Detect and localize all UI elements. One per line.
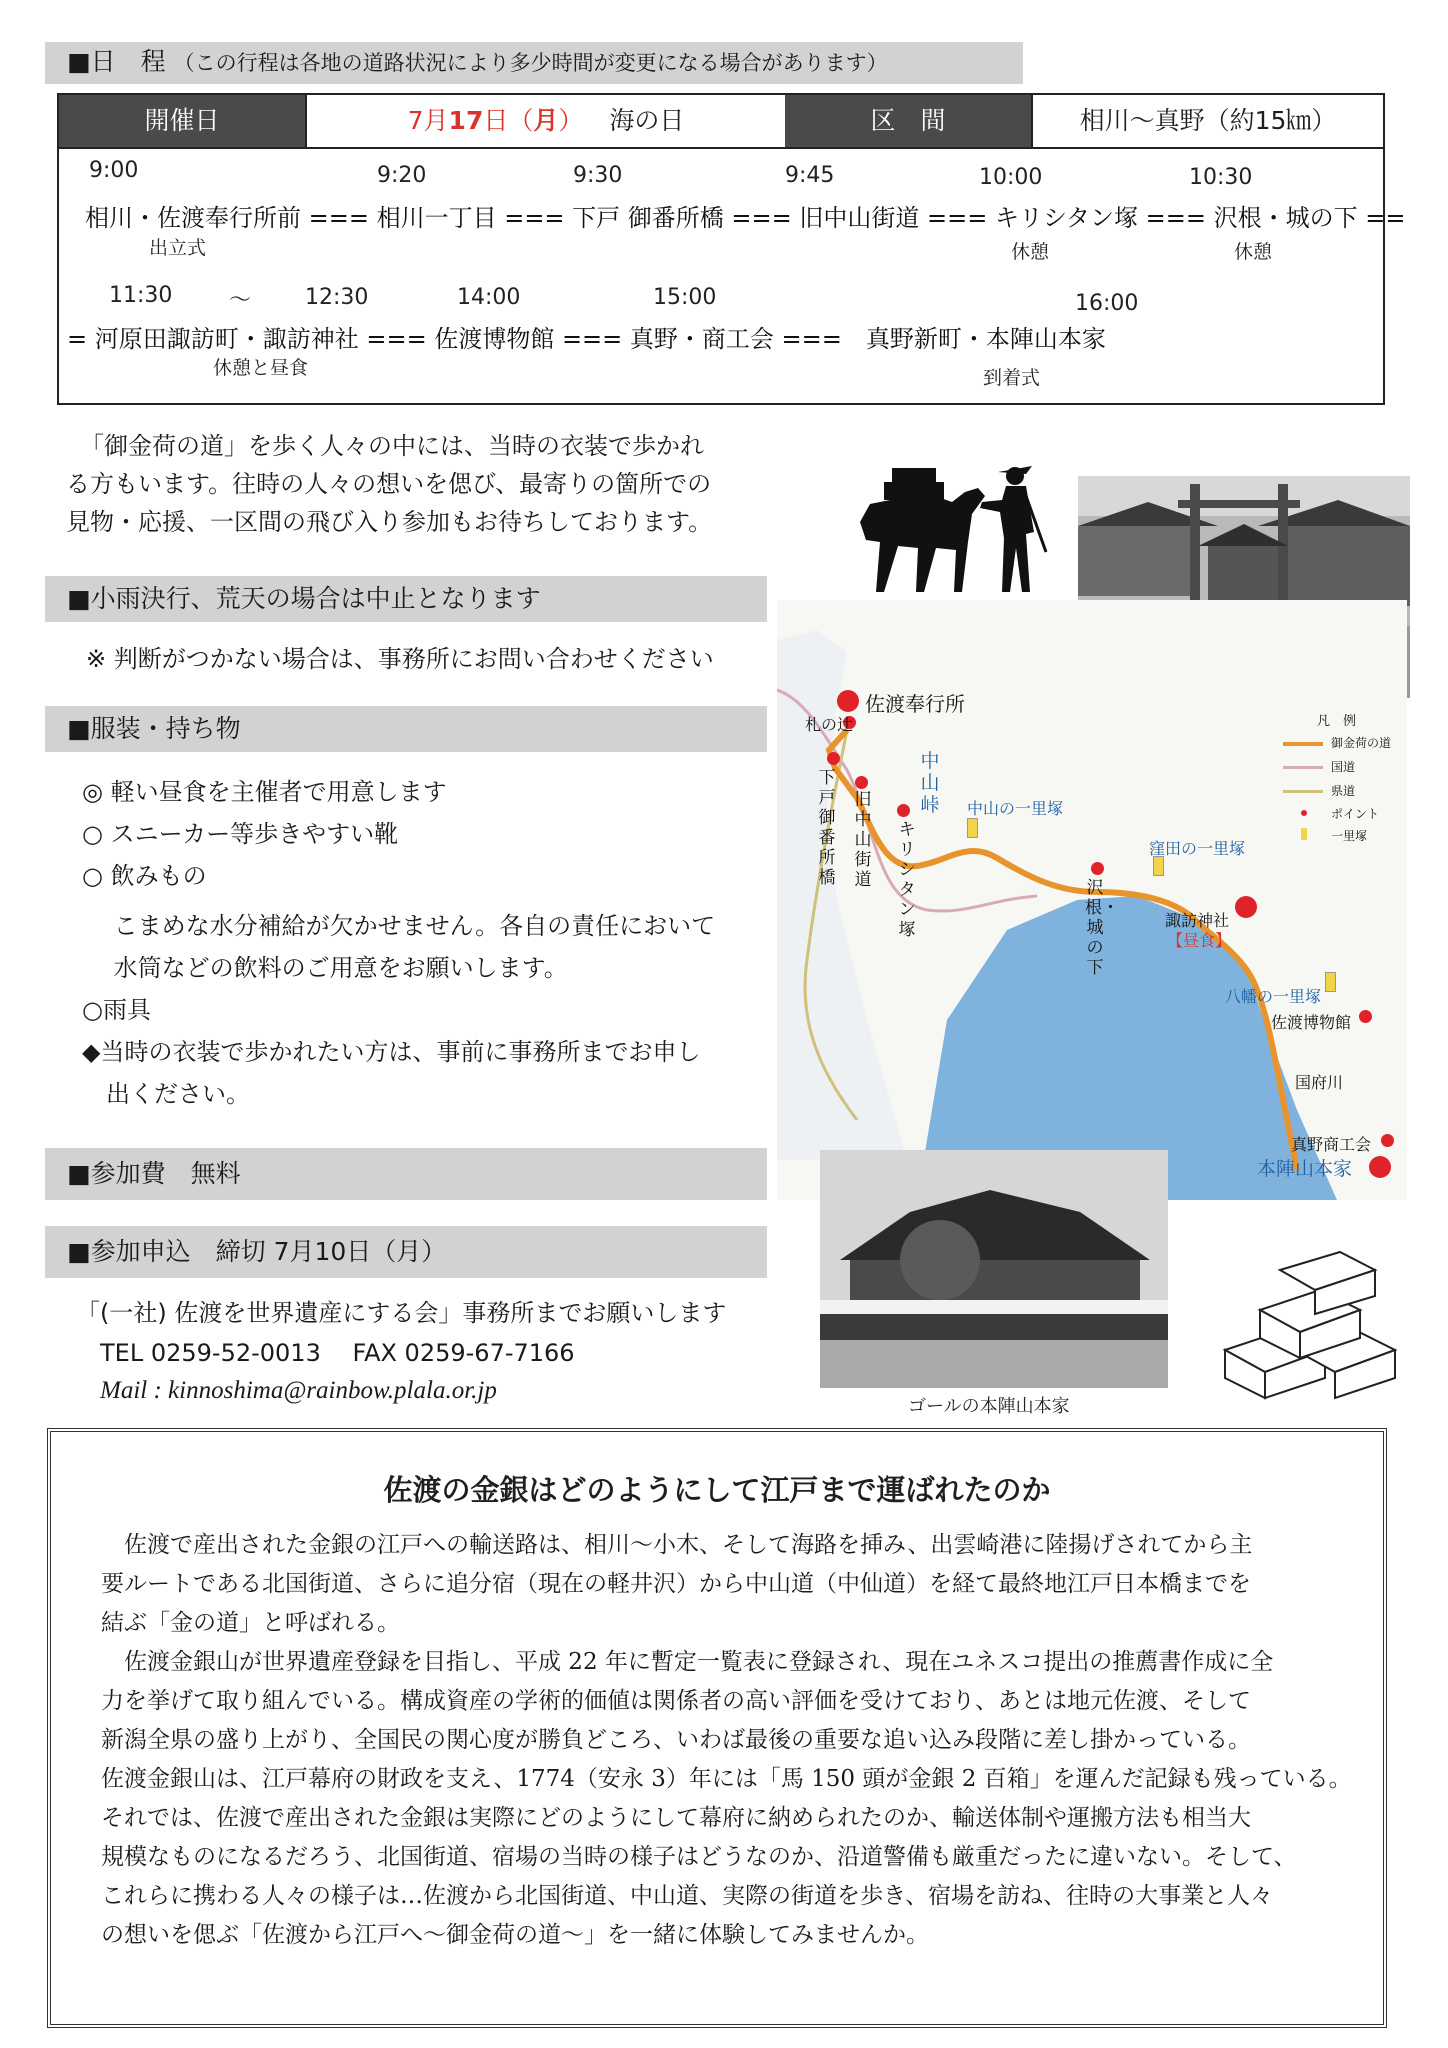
legend-prefectural-swatch — [1283, 790, 1323, 793]
legend-ichirizuka-swatch — [1301, 828, 1307, 840]
bugyosho-label: 佐渡奉行所 — [865, 692, 965, 716]
time-10-30: 10:30 — [1189, 165, 1253, 190]
rain-note: ※ 判断がつかない場合は、事務所にお問い合わせください — [86, 645, 714, 673]
nakayama-ichirizuka-marker — [967, 818, 978, 838]
essay-line-8: それでは、佐渡で産出された金銀は実際にどのようにして幕府に納められたのか、輸送体制や運搬方法も相当大 — [101, 1805, 1251, 1831]
nakayama-ichirizuka-label: 中山の一里塚 — [967, 799, 1064, 818]
shokokai-label: 真野商工会 — [1291, 1135, 1372, 1154]
time-9-00: 9:00 — [89, 158, 139, 183]
apply-bar: ■参加申込 締切 7月10日（月） — [45, 1226, 767, 1278]
essay-box — [47, 1428, 1387, 2028]
kyunakayama-point — [855, 776, 868, 789]
essay-line-5: 力を挙げて取り組んでいる。構成資産の学術的価値は関係者の高い評価を受けており、あとは地元佐渡、そして — [101, 1688, 1251, 1714]
intro-line-3: 見物・応援、一区間の飛び入り参加もお待ちしております。 — [66, 508, 713, 536]
legend-title: 凡 例 — [1317, 714, 1357, 729]
legend-national-swatch — [1283, 766, 1323, 769]
shokokai-point — [1381, 1134, 1394, 1147]
time-tilde: ～ — [229, 288, 252, 313]
intro-line-1: 「御金荷の道」を歩く人々の中には、当時の衣装で歩かれ — [80, 432, 704, 460]
date-month: 7月 — [407, 106, 449, 135]
suwa-point — [1235, 896, 1257, 918]
essay-line-9: 規模なものになるだろう、北国街道、宿場の当時の様子はどうなのか、沿道警備も厳重だったに違いない。そして、 — [101, 1844, 1297, 1870]
item-costume-1: ◆当時の衣装で歩かれたい方は、事前に事務所までお申し — [82, 1038, 701, 1066]
goal-photo-caption: ゴールの本陣山本家 — [908, 1396, 1070, 1417]
bugyosho-point — [837, 690, 859, 712]
apply-mail: Mail : kinnoshima@rainbow.plala.or.jp — [100, 1377, 497, 1404]
kubota-ichirizuka-label: 窪田の一里塚 — [1149, 839, 1246, 858]
essay-line-7: 佐渡金銀山は、江戸幕府の財政を支え、1774（安永 3）年には「馬 150 頭が金銀 2 百箱」を運んだ記録も残っている。 — [101, 1766, 1352, 1792]
hachiman-ichirizuka-label: 八幡の一里塚 — [1225, 987, 1322, 1006]
essay-title: 佐渡の金銀はどのようにして江戸まで運ばれたのか — [383, 1473, 1051, 1507]
item-shoes: ○ スニーカー等歩きやすい靴 — [82, 820, 399, 848]
date-value — [305, 95, 785, 147]
legend-national: 国道 — [1331, 760, 1356, 774]
date-weekday: 月 — [533, 106, 559, 135]
apply-tel-fax: TEL 0259-52-0013 FAX 0259-67-7166 — [100, 1339, 575, 1367]
fee-bar: ■参加費 無料 — [45, 1148, 767, 1200]
sub-rest-1: 休憩 — [1011, 241, 1050, 263]
item-drinks: ○ 飲みもの — [82, 862, 207, 890]
date-mid: 日（ — [483, 106, 534, 135]
legend-point: ポイント — [1331, 807, 1380, 821]
rain-bar: ■小雨決行、荒天の場合は中止となります — [45, 576, 767, 622]
sawane-label: 沢根・城の下 — [1085, 878, 1119, 978]
date-close: ） — [558, 106, 584, 135]
schedule-table — [57, 93, 1406, 405]
schedule-header — [59, 95, 1383, 149]
section-value: 相川～真野（約15㎞） — [1031, 95, 1383, 147]
sub-lunch: 休憩と昼食 — [213, 357, 309, 379]
item-drinks-desc-1: こまめな水分補給が欠かせません。各自の責任において — [82, 912, 716, 940]
schedule-title: ■日 程 — [67, 47, 166, 76]
essay-line-6: 新潟全県の盛り上がり、全国民の関心度が勝負どころ、いわば最後の重要な追い込み段階に差し掛かっている。 — [101, 1727, 1251, 1753]
intro-line-2: る方もいます。往時の人々の想いを偲び、最寄りの箇所での — [66, 470, 712, 498]
sub-departure: 出立式 — [149, 237, 207, 259]
item-drinks-desc-2: 水筒などの飲料のご用意をお願いします。 — [82, 954, 568, 982]
nakayamatoge-label: 中山峠 — [920, 750, 940, 816]
hachiman-ichirizuka-marker — [1325, 972, 1336, 992]
route-row-2: = 河原田諏訪町・諏訪神社 === 佐渡博物館 === 真野・商工会 === 真野新町・本陣山本家 — [67, 325, 1106, 353]
section-label: 区 間 — [785, 95, 1031, 147]
shimoto-label: 下戸御番所橋 — [818, 768, 836, 888]
gold-boxes-illustration — [1205, 1250, 1405, 1400]
time-16-00: 16:00 — [1075, 291, 1139, 316]
date-day: 17 — [448, 106, 484, 135]
schedule-note: （この行程は各地の道路状況により多少時間が変更になる場合があります） — [173, 51, 888, 75]
item-rainwear: ○雨具 — [82, 996, 151, 1024]
kyunakayama-label: 旧中山街道 — [854, 790, 872, 890]
essay-line-1: 佐渡で産出された金銀の江戸への輸送路は、相川～小木、そして海路を挿み、出雲崎港に陸揚げされてから主 — [101, 1532, 1253, 1558]
time-11-30: 11:30 — [109, 283, 173, 308]
lunch-label: 【昼食】 — [1167, 931, 1232, 950]
sub-rest-2: 休憩 — [1234, 241, 1273, 263]
route-map — [777, 600, 1407, 1200]
kubota-ichirizuka-marker — [1153, 856, 1164, 876]
map-legend — [1277, 710, 1401, 860]
legend-prefectural: 県道 — [1331, 784, 1356, 798]
time-14-00: 14:00 — [457, 285, 521, 310]
horse-silhouette-illustration — [840, 452, 1060, 602]
kirishitan-point — [897, 804, 910, 817]
item-lunch: ◎ 軽い昼食を主催者で用意します — [82, 778, 447, 806]
legend-ichirizuka: 一里塚 — [1331, 829, 1368, 843]
essay-line-3: 結ぶ「金の道」と呼ばれる。 — [101, 1610, 400, 1636]
time-9-20: 9:20 — [377, 163, 427, 188]
essay-line-10: これらに携わる人々の様子は…佐渡から北国街道、中山道、実際の街道を歩き、宿場を訪ね、往時の大事業と人々 — [101, 1883, 1274, 1909]
legend-route-swatch — [1283, 742, 1323, 746]
time-15-00: 15:00 — [653, 285, 717, 310]
goal-photo — [820, 1150, 1168, 1388]
date-label: 開催日 — [59, 95, 305, 147]
honjin-label: 本陣山本家 — [1257, 1158, 1353, 1180]
essay-line-4: 佐渡金銀山が世界遺産登録を目指し、平成 22 年に暫定一覧表に登録され、現在ユネスコ提出の推薦書作成に全 — [101, 1649, 1274, 1675]
museum-label: 佐渡博物館 — [1271, 1013, 1352, 1032]
essay-line-11: の想いを偲ぶ「佐渡から江戸へ～御金荷の道～」を一緒に体験してみませんか。 — [101, 1922, 929, 1948]
kokufu-river-label: 国府川 — [1295, 1073, 1344, 1092]
items-bar: ■服装・持ち物 — [45, 706, 767, 752]
route-row-1: 相川・佐渡奉行所前 === 相川一丁目 === 下戸 御番所橋 === 旧中山街道 === キリシタン塚 === 沢根・城の下 == — [85, 204, 1406, 232]
kirishitan-label: キリシタン塚 — [898, 820, 916, 940]
apply-organization: 「(一社) 佐渡を世界遺産にする会」事務所までお願いします — [76, 1299, 727, 1327]
time-9-45: 9:45 — [785, 163, 835, 188]
legend-route: 御金荷の道 — [1331, 736, 1392, 750]
shimoto-point — [827, 752, 840, 765]
essay-line-2: 要ルートである北国街道、さらに追分宿（現在の軽井沢）から中山道（中仙道）を経て最終地江戸日本橋までを — [101, 1571, 1251, 1597]
fudanotsuji-label: 札の辻 — [805, 715, 854, 734]
honjin-point — [1369, 1156, 1391, 1178]
time-12-30: 12:30 — [305, 285, 369, 310]
time-10-00: 10:00 — [979, 165, 1043, 190]
time-9-30: 9:30 — [573, 163, 623, 188]
sawane-point — [1091, 862, 1104, 875]
item-costume-2: 出ください。 — [82, 1080, 250, 1108]
schedule-bar — [45, 42, 1023, 84]
suwa-label: 諏訪神社 — [1165, 911, 1230, 930]
sub-arrival: 到着式 — [983, 367, 1041, 389]
museum-point — [1359, 1010, 1372, 1023]
legend-point-swatch — [1301, 810, 1307, 816]
holiday-name: 海の日 — [609, 106, 685, 135]
